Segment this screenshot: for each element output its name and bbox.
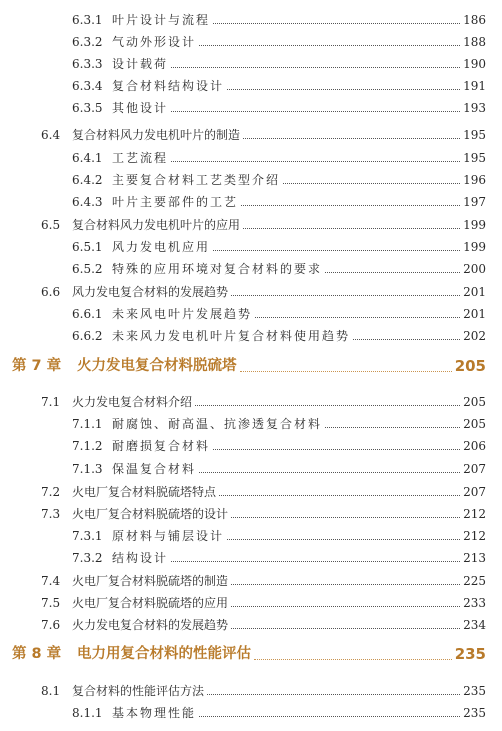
dot-leader — [199, 716, 484, 717]
toc-entry-page-number: 200 — [460, 258, 486, 280]
dot-leader — [243, 228, 484, 229]
toc-entry-number: 7.3.1 — [72, 529, 103, 543]
toc-entry-title: 火力发电复合材料介绍 — [72, 391, 195, 413]
toc-entry-title: 工艺流程 — [112, 147, 171, 169]
dot-leader — [227, 89, 484, 90]
toc-section-entry[interactable] — [0, 503, 502, 525]
dot-leader — [171, 67, 484, 68]
toc-entry-number: 7.5 — [41, 596, 61, 610]
toc-subsection-entry[interactable] — [0, 303, 502, 325]
toc-entry-title: 火力发电复合材料的发展趋势 — [72, 614, 231, 636]
toc-entry-title: 气动外形设计 — [112, 31, 199, 53]
toc-entry-title: 叶片主要部件的工艺 — [112, 191, 241, 213]
dot-leader — [254, 659, 484, 660]
dot-leader — [213, 23, 484, 24]
toc-entry-number: 8.1.1 — [72, 706, 103, 720]
toc-entry-title: 主要复合材料工艺类型介绍 — [112, 169, 283, 191]
toc-entry-number: 6.4.3 — [72, 195, 103, 209]
toc-entry-number: 6.3.5 — [72, 101, 103, 115]
toc-entry-number: 7.3.2 — [72, 551, 103, 565]
toc-entry-page-number: 207 — [460, 458, 486, 480]
dot-leader — [240, 371, 484, 372]
toc-entry-number: 7.1.2 — [72, 439, 103, 453]
dot-leader — [231, 606, 484, 607]
toc-entry-title: 结构设计 — [112, 547, 171, 569]
dot-leader — [231, 584, 484, 585]
toc-subsection-entry[interactable] — [0, 236, 502, 258]
toc-entry-title: 原材料与铺层设计 — [112, 525, 227, 547]
toc-entry-page-number: 190 — [460, 53, 486, 75]
toc-entry-title: 其他设计 — [112, 97, 171, 119]
dot-leader — [213, 449, 484, 450]
toc-section-entry[interactable] — [0, 614, 502, 636]
toc-entry-page-number: 188 — [460, 31, 486, 53]
toc-entry-page-number: 196 — [460, 169, 486, 191]
dot-leader — [231, 517, 484, 518]
toc-section-entry[interactable] — [0, 680, 502, 702]
toc-subsection-entry[interactable] — [0, 325, 502, 347]
toc-entry-page-number: 205 — [460, 413, 486, 435]
dot-leader — [199, 472, 484, 473]
dot-leader — [231, 295, 484, 296]
toc-entry-title: 保温复合材料 — [112, 458, 199, 480]
toc-entry-title: 火电厂复合材料脱硫塔的应用 — [72, 592, 231, 614]
toc-entry-number: 第 7 章 — [12, 358, 62, 374]
toc-section-entry[interactable] — [0, 124, 502, 146]
dot-leader — [283, 183, 484, 184]
toc-entry-title: 叶片设计与流程 — [112, 9, 213, 31]
toc-entry-number: 6.5.2 — [72, 262, 103, 276]
toc-entry-title: 未来风力发电机叶片复合材料使用趋势 — [112, 325, 353, 347]
toc-entry-page-number: 212 — [460, 503, 486, 525]
toc-entry-number: 6.3.1 — [72, 13, 103, 27]
toc-entry-title: 复合材料风力发电机叶片的应用 — [72, 214, 243, 236]
dot-leader — [195, 405, 484, 406]
toc-entry-page-number: 195 — [460, 147, 486, 169]
toc-entry-page-number: 205 — [460, 391, 486, 413]
toc-entry-title: 风力发电复合材料的发展趋势 — [72, 281, 231, 303]
toc-subsection-entry[interactable] — [0, 413, 502, 435]
dot-leader — [241, 205, 484, 206]
toc-entry-number: 7.3 — [41, 507, 61, 521]
toc-subsection-entry[interactable] — [0, 9, 502, 31]
dot-leader — [199, 45, 484, 46]
toc-subsection-entry[interactable] — [0, 75, 502, 97]
toc-entry-number: 7.6 — [41, 618, 61, 632]
toc-subsection-entry[interactable] — [0, 435, 502, 457]
toc-entry-number: 7.2 — [41, 485, 61, 499]
toc-subsection-entry[interactable] — [0, 97, 502, 119]
toc-entry-title: 复合材料结构设计 — [112, 75, 227, 97]
toc-entry-page-number: 225 — [460, 570, 486, 592]
toc-entry-page-number: 199 — [460, 214, 486, 236]
toc-subsection-entry[interactable] — [0, 547, 502, 569]
toc-entry-title: 复合材料的性能评估方法 — [72, 680, 207, 702]
toc-entry-page-number: 191 — [460, 75, 486, 97]
toc-chapter-entry[interactable] — [0, 640, 502, 668]
toc-subsection-entry[interactable] — [0, 702, 502, 724]
toc-subsection-entry[interactable] — [0, 169, 502, 191]
toc-entry-page-number: 207 — [460, 481, 486, 503]
dot-leader — [255, 317, 484, 318]
toc-entry-number: 6.6 — [41, 285, 61, 299]
dot-leader — [171, 161, 484, 162]
toc-entry-page-number: 199 — [460, 236, 486, 258]
toc-entry-number: 6.3.3 — [72, 57, 103, 71]
toc-entry-title: 未来风电叶片发展趋势 — [112, 303, 255, 325]
toc-entry-number: 8.1 — [41, 684, 61, 698]
toc-section-entry[interactable] — [0, 391, 502, 413]
toc-entry-page-number: 197 — [460, 191, 486, 213]
toc-entry-page-number: 233 — [460, 592, 486, 614]
dot-leader — [207, 694, 484, 695]
toc-entry-page-number: 193 — [460, 97, 486, 119]
toc-entry-number: 6.4 — [41, 128, 61, 142]
dot-leader — [243, 138, 484, 139]
toc-entry-title: 火力发电复合材料脱硫塔 — [77, 352, 240, 380]
toc-section-entry[interactable] — [0, 592, 502, 614]
toc-entry-title: 特殊的应用环境对复合材料的要求 — [112, 258, 325, 280]
dot-leader — [171, 111, 484, 112]
toc-entry-title: 基本物理性能 — [112, 702, 199, 724]
toc-chapter-entry[interactable] — [0, 352, 502, 380]
toc-entry-page-number: 206 — [460, 435, 486, 457]
toc-entry-title: 电力用复合材料的性能评估 — [77, 640, 254, 668]
toc-entry-number: 6.4.2 — [72, 173, 103, 187]
toc-entry-page-number: 234 — [460, 614, 486, 636]
toc-entry-page-number: 202 — [460, 325, 486, 347]
toc-entry-number: 6.5.1 — [72, 240, 103, 254]
toc-section-entry[interactable] — [0, 481, 502, 503]
dot-leader — [171, 561, 484, 562]
toc-entry-number: 6.6.2 — [72, 329, 103, 343]
toc-entry-page-number: 205 — [452, 352, 486, 380]
dot-leader — [219, 495, 484, 496]
dot-leader — [227, 539, 484, 540]
toc-entry-page-number: 201 — [460, 281, 486, 303]
toc-entry-title: 耐磨损复合材料 — [112, 435, 213, 457]
toc-entry-title: 火电厂复合材料脱硫塔特点 — [72, 481, 219, 503]
toc-entry-page-number: 235 — [460, 702, 486, 724]
toc-entry-title: 火电厂复合材料脱硫塔的设计 — [72, 503, 231, 525]
toc-entry-page-number: 212 — [460, 525, 486, 547]
toc-entry-number: 6.3.4 — [72, 79, 103, 93]
toc-entry-page-number: 195 — [460, 124, 486, 146]
toc-entry-page-number: 213 — [460, 547, 486, 569]
toc-entry-number: 7.4 — [41, 574, 61, 588]
toc-entry-page-number: 235 — [452, 640, 486, 668]
toc-entry-number: 6.3.2 — [72, 35, 103, 49]
toc-section-entry[interactable] — [0, 570, 502, 592]
toc-entry-number: 第 8 章 — [12, 646, 62, 662]
dot-leader — [213, 250, 484, 251]
toc-entry-page-number: 235 — [460, 680, 486, 702]
toc-entry-title: 耐腐蚀、耐高温、抗渗透复合材料 — [112, 413, 325, 435]
toc-entry-number: 6.5 — [41, 218, 61, 232]
toc-entry-page-number: 186 — [460, 9, 486, 31]
toc-section-entry[interactable] — [0, 281, 502, 303]
toc-entry-number: 7.1 — [41, 395, 61, 409]
toc-entry-number: 7.1.1 — [72, 417, 103, 431]
toc-entry-title: 火电厂复合材料脱硫塔的制造 — [72, 570, 231, 592]
dot-leader — [231, 628, 484, 629]
toc-entry-title: 复合材料风力发电机叶片的制造 — [72, 124, 243, 146]
toc-subsection-entry[interactable] — [0, 191, 502, 213]
toc-subsection-entry[interactable] — [0, 458, 502, 480]
toc-section-entry[interactable] — [0, 214, 502, 236]
toc-subsection-entry[interactable] — [0, 53, 502, 75]
toc-entry-number: 6.6.1 — [72, 307, 103, 321]
toc-subsection-entry[interactable] — [0, 147, 502, 169]
toc-subsection-entry[interactable] — [0, 258, 502, 280]
toc-subsection-entry[interactable] — [0, 525, 502, 547]
toc-subsection-entry[interactable] — [0, 31, 502, 53]
toc-entry-title: 设计载荷 — [112, 53, 171, 75]
toc-entry-title: 风力发电机应用 — [112, 236, 213, 258]
toc-entry-number: 6.4.1 — [72, 151, 103, 165]
toc-entry-page-number: 201 — [460, 303, 486, 325]
toc-entry-number: 7.1.3 — [72, 462, 103, 476]
